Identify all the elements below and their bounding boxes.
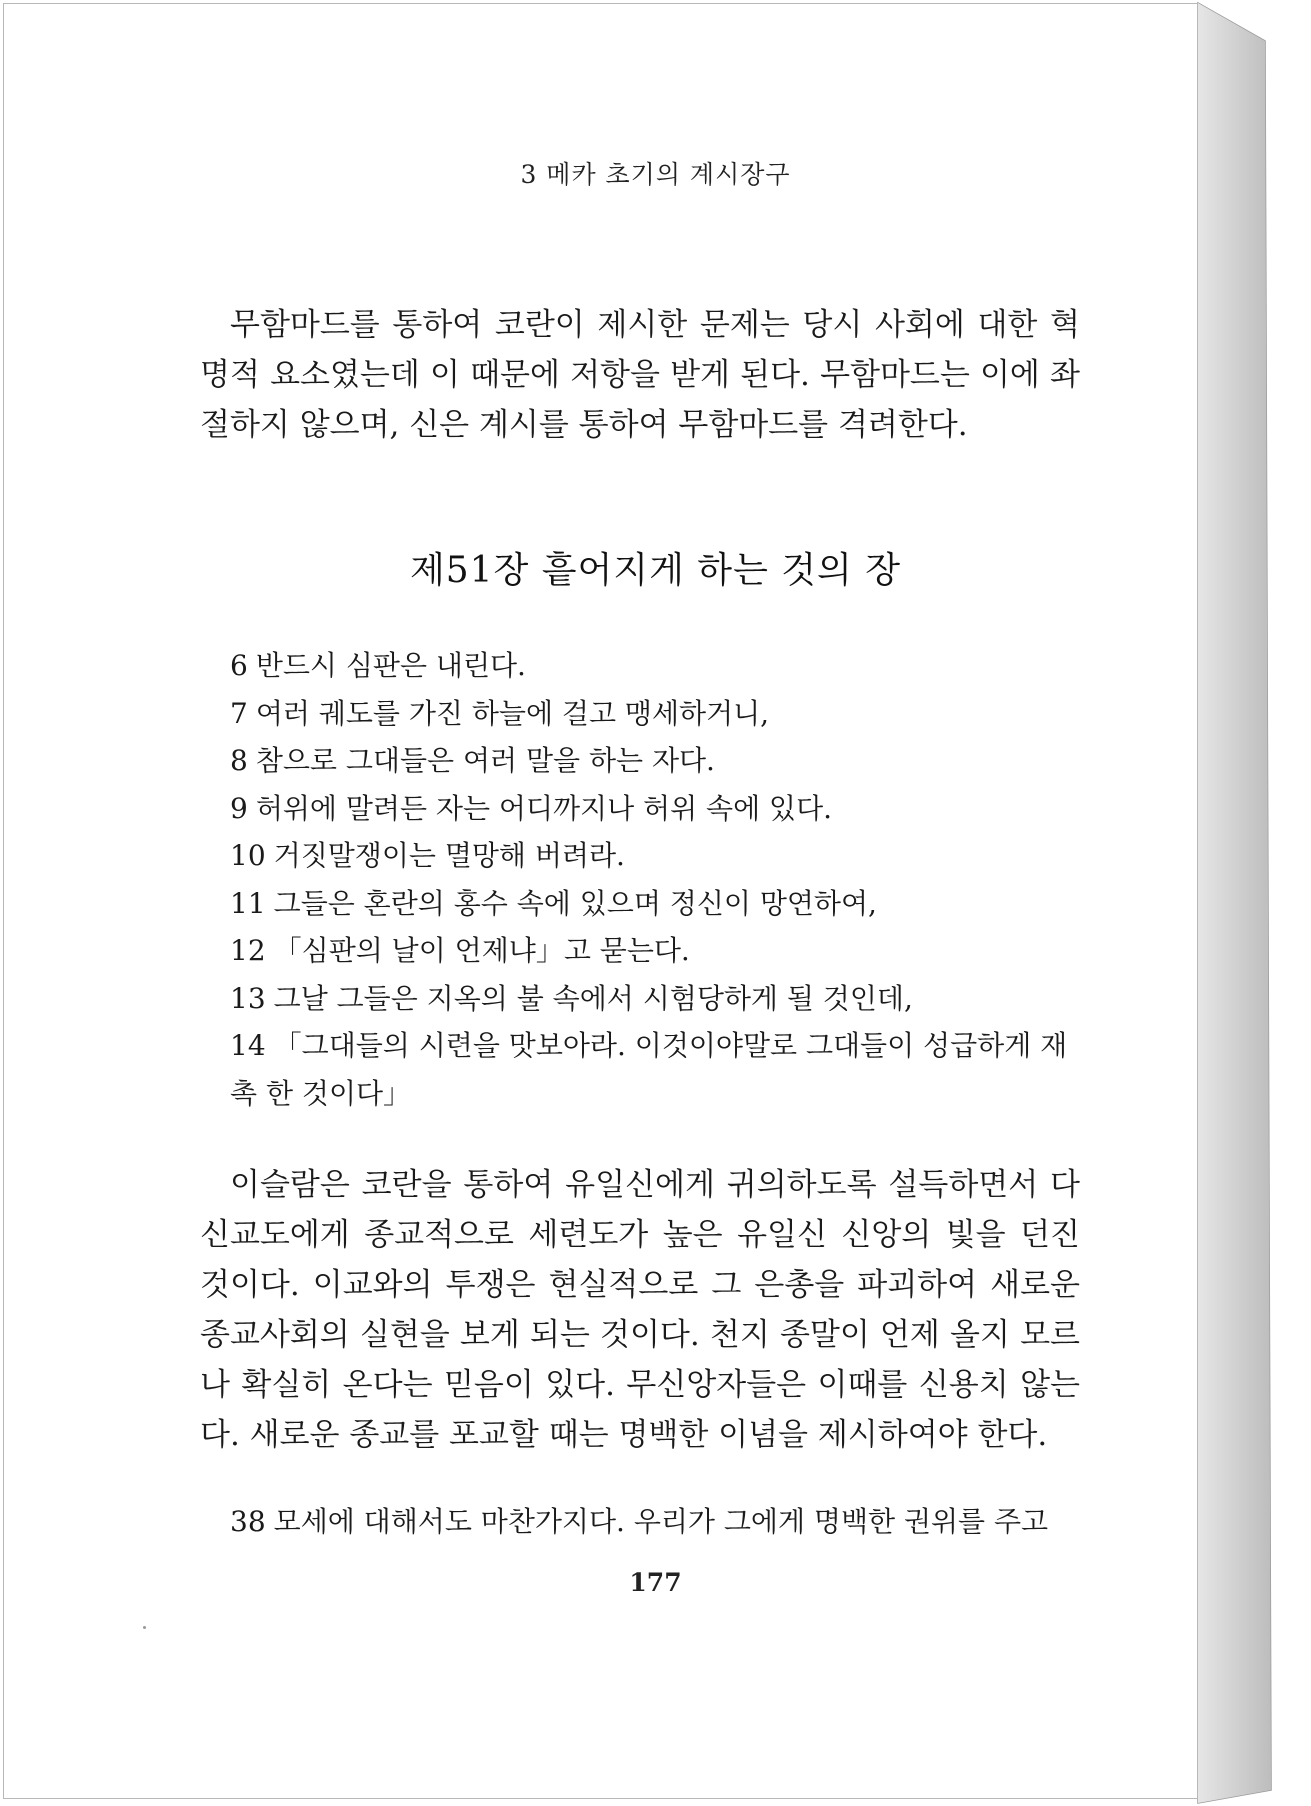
verse-number: 14: [230, 1029, 266, 1062]
verse-list: [230, 642, 1070, 1117]
verse-item: [230, 975, 1070, 1023]
chapter-title: 제51장 흩어지게 하는 것의 장: [409, 550, 902, 591]
verse-item: [230, 642, 1070, 690]
verse-number: 10: [230, 839, 266, 872]
print-speck: [143, 1626, 146, 1629]
verse-text: 모세에 대해서도 마찬가지다. 우리가 그에게 명백한 권위를 주고: [273, 1505, 1049, 1538]
verse-text: 참으로 그대들은 여러 말을 하는 자다.: [255, 744, 715, 777]
verse-number: 13: [230, 981, 266, 1015]
verse-item: [230, 785, 1070, 833]
verse-text: 반드시 심판은 내린다.: [255, 649, 526, 682]
verse-item: [230, 927, 1070, 975]
running-header: 3 메카 초기의 계시장구: [520, 160, 791, 189]
verse-item: [230, 832, 1070, 880]
verse-text: 허위에 말려든 자는 어디까지나 허위 속에 있다.: [255, 791, 833, 825]
verse-number: 6: [230, 649, 248, 682]
verse-text: 「심판의 날이 언제냐」고 묻는다.: [273, 934, 690, 967]
verse-item: [230, 1022, 1070, 1117]
verse-number: 38: [230, 1505, 266, 1538]
intro-paragraph: 무함마드를 통하여 코란이 제시한 문제는 당시 사회에 대한 혁명적 요소였는데 이 때문에 저항을 받게 된다. 무함마드는 이에 좌절하지 않으며, 신은 계시를 통하여 무함마드를 격려한다.: [200, 307, 1080, 443]
verse-number: 9: [230, 791, 248, 825]
verse-number: 12: [230, 934, 266, 967]
verse-text: 그날 그들은 지옥의 불 속에서 시험당하게 될 것인데,: [273, 981, 913, 1015]
verse-item: [230, 1498, 1080, 1545]
page-number: 177: [629, 1568, 682, 1597]
verse-text: 거짓말쟁이는 멸망해 버려라.: [273, 839, 625, 872]
verse-item: [230, 690, 1070, 738]
verse-item: [230, 737, 1070, 785]
commentary-paragraph: 이슬람은 코란을 통하여 유일신에게 귀의하도록 설득하면서 다신교도에게 종교적으로 세련도가 높은 유일신 신앙의 빛을 던진 것이다. 이교와의 투쟁은 현실적으로 그 은총을 파괴하여 새로운 종교사회의 실현을 보게 되는 것이다. 천지 종말이 언제 올지 모르나 확실히 온다는 믿음이 있다. 무신앙자들은 이때를 신용치 않는다. 새로운 종교를 포교할 때는 명백한 이념을 제시하여야 한다.: [200, 1167, 1080, 1453]
verse-text: 여러 궤도를 가진 하늘에 걸고 맹세하거니,: [255, 696, 770, 730]
verse-number: 8: [230, 744, 248, 777]
verse-number: 11: [230, 886, 266, 920]
verse-item: [230, 880, 1070, 928]
verse-number: 7: [230, 696, 248, 730]
verse-text: 그들은 혼란의 홍수 속에 있으며 정신이 망연하여,: [273, 886, 877, 920]
verse-text: 「그대들의 시련을 맛보아라. 이것이야말로 그대들이 성급하게 재촉 한 것이다」: [230, 1029, 1068, 1110]
